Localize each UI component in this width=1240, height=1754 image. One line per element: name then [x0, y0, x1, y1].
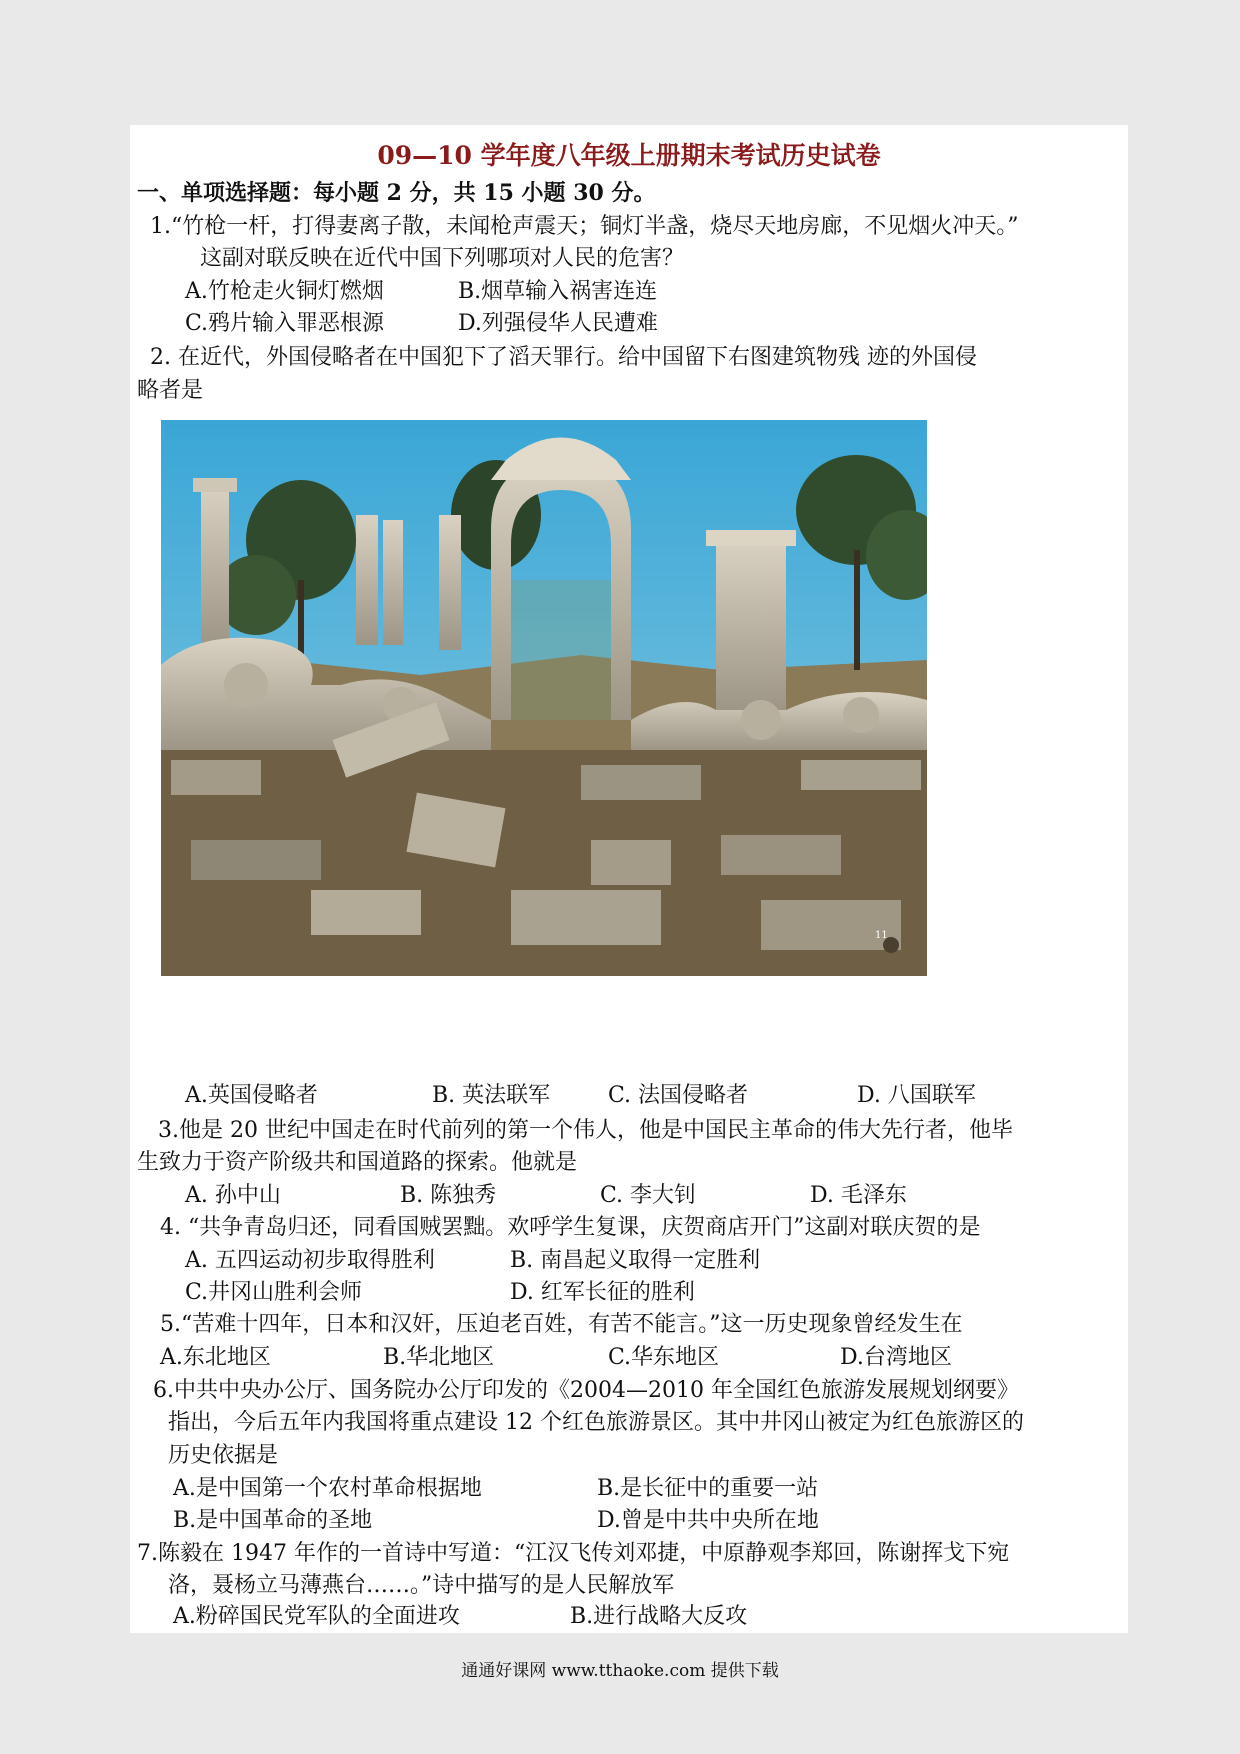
q3-option-a: A. 孙中山 — [185, 1183, 281, 1208]
q6-stem-line2: 指出，今后五年内我国将重点建设 12 个红色旅游景区。其中井冈山被定为红色旅游区的 — [168, 1410, 1024, 1435]
q2-option-d: D. 八国联军 — [857, 1083, 976, 1108]
q6-stem-line3: 历史依据是 — [168, 1443, 279, 1468]
exam-title: 09—10 学年度八年级上册期末考试历史试卷 — [377, 141, 881, 170]
q2-option-a: A.英国侵略者 — [185, 1083, 318, 1108]
q4-option-a: A. 五四运动初步取得胜利 — [185, 1248, 435, 1273]
q1-stem-line2: 这副对联反映在近代中国下列哪项对人民的危害？ — [200, 246, 685, 271]
q7-option-b: B.进行战略大反攻 — [570, 1604, 748, 1629]
q4-option-d: D. 红军长征的胜利 — [510, 1280, 695, 1305]
q2-option-c: C. 法国侵略者 — [608, 1083, 749, 1108]
q3-option-c: C. 李大钊 — [600, 1183, 697, 1208]
q5-option-c: C.华东地区 — [608, 1345, 720, 1370]
q4-option-b: B. 南昌起义取得一定胜利 — [510, 1248, 761, 1273]
footer-source: 通通好课网 www.tthaoke.com 提供下载 — [461, 1661, 779, 1681]
q6-option-a: A.是中国第一个农村革命根据地 — [173, 1476, 482, 1501]
q6-stem-line1: 6.中共中央办公厅、国务院办公厅印发的《2004—2010 年全国红色旅游发展规划纲要》 — [153, 1378, 1019, 1403]
q5-stem-line1: 5.“苦难十四年，日本和汉奸，压迫老百姓，有苦不能言。”这一历史现象曾经发生在 — [160, 1312, 963, 1337]
photo-number-badge: 11 — [875, 930, 888, 941]
q7-option-a: A.粉碎国民党军队的全面进攻 — [173, 1604, 460, 1629]
q6-option-b: B.是长征中的重要一站 — [597, 1476, 819, 1501]
q5-option-d: D.台湾地区 — [840, 1345, 952, 1370]
q1-stem-line1: 1.“竹枪一杆，打得妻离子散，未闻枪声震天；铜灯半盏，烧尽天地房廊，不见烟火冲天。” — [150, 214, 1019, 239]
q3-stem-line1: 3.他是 20 世纪中国走在时代前列的第一个伟人，他是中国民主革命的伟大先行者，他毕 — [158, 1118, 1013, 1143]
ruins-photo — [161, 420, 927, 976]
q5-option-b: B.华北地区 — [383, 1345, 495, 1370]
q7-stem-line2: 洛，聂杨立马薄燕台……。”诗中描写的是人民解放军 — [168, 1573, 675, 1598]
q3-stem-line2: 生致力于资产阶级共和国道路的探索。他就是 — [137, 1150, 578, 1175]
q1-option-a: A.竹枪走火铜灯燃烟 — [185, 279, 384, 304]
q5-option-a: A.东北地区 — [160, 1345, 271, 1370]
q3-option-d: D. 毛泽东 — [810, 1183, 907, 1208]
q2-stem-line2: 略者是 — [137, 378, 204, 403]
q1-option-d: D.列强侵华人民遭难 — [458, 311, 658, 336]
q7-stem-line1: 7.陈毅在 1947 年作的一首诗中写道：“江汉飞传刘邓捷，中原静观李郑回，陈谢挥戈下宛 — [137, 1541, 1010, 1566]
q3-option-b: B. 陈独秀 — [400, 1183, 497, 1208]
q6-option-c: B.是中国革命的圣地 — [173, 1508, 373, 1533]
q2-stem-line1: 2. 在近代，外国侵略者在中国犯下了滔天罪行。给中国留下右图建筑物残 迹的外国侵 — [150, 345, 977, 370]
section-heading: 一、单项选择题：每小题 2 分，共 15 小题 30 分。 — [137, 180, 656, 206]
q1-option-c: C.鸦片输入罪恶根源 — [185, 311, 385, 336]
q4-stem-line1: 4. “共争青岛归还，同看国贼罢黜。欢呼学生复课，庆贺商店开门”这副对联庆贺的是 — [160, 1215, 981, 1240]
q6-option-d: D.曾是中共中央所在地 — [597, 1508, 819, 1533]
q2-option-b: B. 英法联军 — [432, 1083, 551, 1108]
q4-option-c: C.井冈山胜利会师 — [185, 1280, 363, 1305]
q1-option-b: B.烟草输入祸害连连 — [458, 279, 658, 304]
